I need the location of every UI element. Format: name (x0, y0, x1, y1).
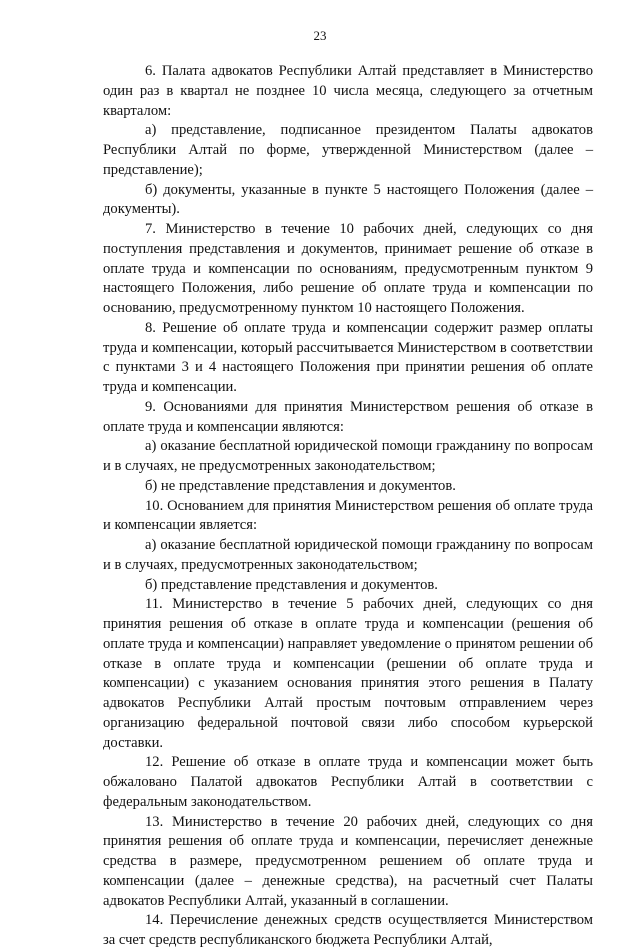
paragraph-7: 7. Министерство в течение 10 рабочих дней, следующих со дня поступления представления и документов, принимает решение об отказе в оплате труда и компенсации по основаниям, предусмотренным пунктом 9 настоящего Положения, либо решение об оплате труда и компенсации по основанию, предусмотренному пунктом 10 настоящего Положения. (103, 221, 593, 316)
paragraph-6a: а) представление, подписанное президентом Палаты адвокатов Республики Алтай по форме, утвержденной Министерством (далее – представление); (103, 122, 593, 178)
paragraph-10: 10. Основанием для принятия Министерством решения об оплате труда и компенсации является: (103, 497, 593, 534)
paragraph-10b: б) представление представления и документов. (145, 576, 438, 593)
paragraph-11: 11. Министерство в течение 5 рабочих дней, следующих со дня принятия решения об отказе в оплате труда и компенсации (решения об оплате труда и компенсации) направляет уведомление о принятом решении об отказе в оплате труда и компенсации (решении об оплате труда и компенсации) с указанием основания принятия этого решения в Палату адвокатов Республики Алтай простым почтовым отправлением через организацию федеральной почтовой связи либо способом курьерской доставки. (103, 596, 593, 751)
paragraph-14: 14. Перечисление денежных средств осуществляется Министерством за счет средств республиканского бюджета Республики Алтай, (103, 912, 593, 948)
page-number: 23 (313, 28, 327, 43)
paragraph-10a: а) оказание бесплатной юридической помощи гражданину по вопросам и в случаях, предусмотренных законодательством; (103, 537, 593, 573)
paragraph-8: 8. Решение об оплате труда и компенсации содержит размер оплаты труда и компенсации, который рассчитывается Министерством в соответствии с пунктами 3 и 4 настоящего Положения при принятии решения об оплате труда и компенсации. (103, 319, 593, 395)
paragraph-9b: б) не представление представления и документов. (145, 477, 456, 494)
paragraph-6b: б) документы, указанные в пункте 5 настоящего Положения (далее – документы). (103, 181, 593, 218)
paragraph-13: 13. Министерство в течение 20 рабочих дней, следующих со дня принятия решения об оплате труда и компенсации, перечисляет денежные средства в размере, предусмотренном решением об оплате труда и компенсации (далее – денежные средства), на расчетный счет Палаты адвокатов Республики Алтай, указанный в соглашении. (103, 813, 593, 909)
paragraph-9a: а) оказание бесплатной юридической помощи гражданину по вопросам и в случаях, не предусмотренных законодательством; (103, 438, 593, 474)
paragraph-6: 6. Палата адвокатов Республики Алтай представляет в Министерство один раз в квартал не позднее 10 числа месяца, следующего за отчетным кварталом: (103, 63, 593, 119)
document-body (103, 62, 593, 951)
paragraph-12: 12. Решение об отказе в оплате труда и компенсации может быть обжаловано Палатой адвокатов Республики Алтай в соответствии с федеральным законодательством. (103, 754, 593, 810)
paragraph-9: 9. Основаниями для принятия Министерством решения об отказе в оплате труда и компенсации являются: (103, 398, 593, 435)
